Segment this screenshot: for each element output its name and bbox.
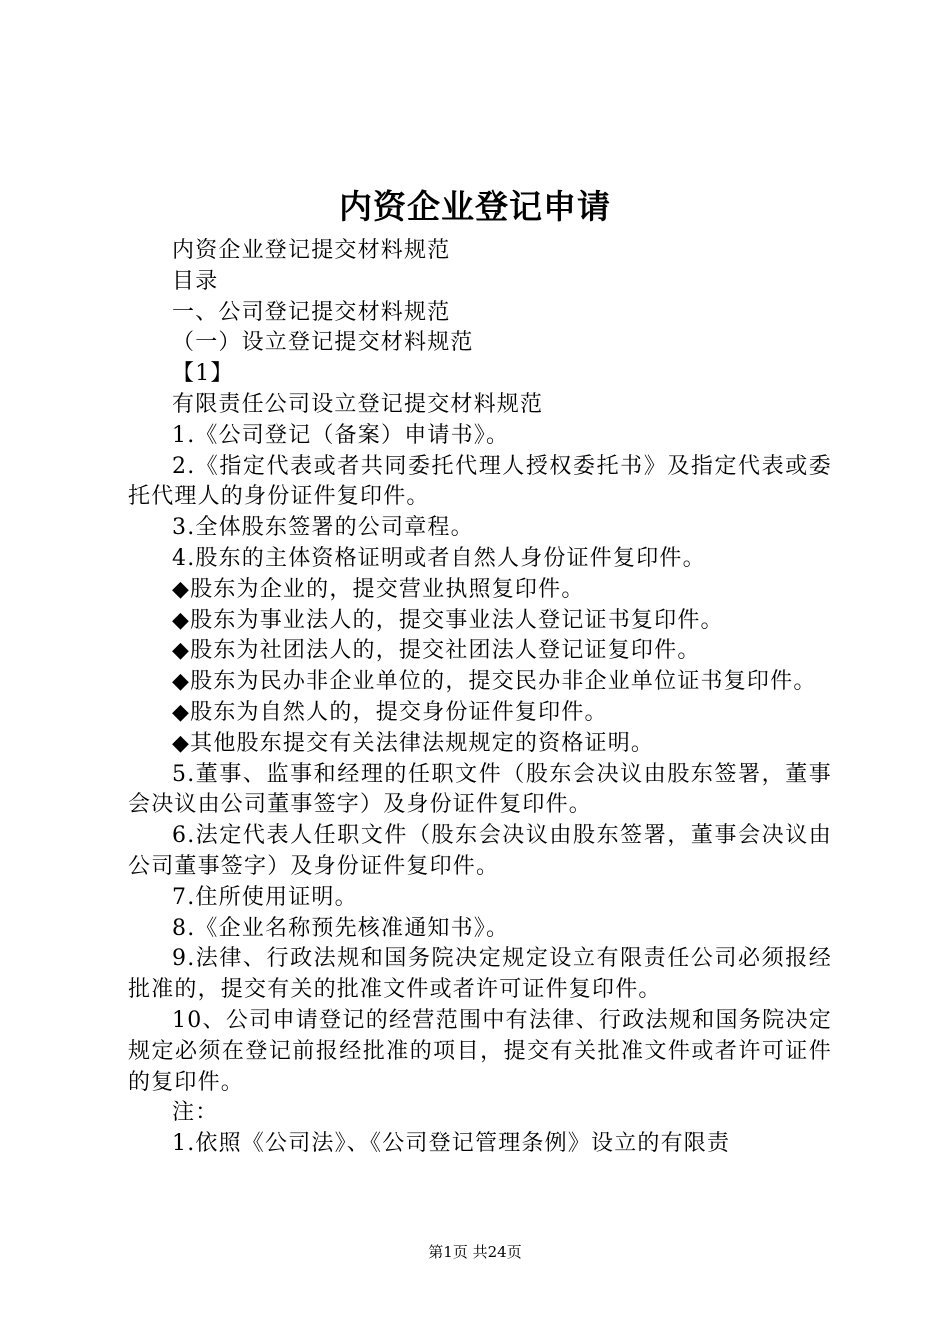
- paragraph: 【1】: [172, 361, 234, 387]
- paragraph: 8.《企业名称预先核准通知书》。: [172, 915, 510, 941]
- paragraph: 一、公司登记提交材料规范: [172, 299, 451, 325]
- paragraph: 2.《指定代表或者共同委托代理人授权委托书》及指定代表或委托代理人的身份证件复印件。: [128, 453, 832, 510]
- paragraph: 3.全体股东签署的公司章程。: [172, 515, 474, 541]
- page-footer: 第1页 共24页: [428, 1243, 522, 1261]
- paragraph: 7.住所使用证明。: [172, 884, 358, 910]
- paragraph: 目录: [172, 268, 219, 294]
- paragraph: ◆股东为自然人的，提交身份证件复印件。: [172, 699, 608, 725]
- paragraph: 有限责任公司设立登记提交材料规范: [172, 391, 544, 417]
- paragraph: ◆股东为社团法人的，提交社团法人登记证复印件。: [172, 638, 701, 664]
- paragraph: 内资企业登记提交材料规范: [172, 238, 451, 263]
- document-body: [128, 236, 832, 1160]
- paragraph: 10、公司申请登记的经营范围中有法律、行政法规和国务院决定规定必须在登记前报经批准的项目，提交有关批准文件或者许可证件的复印件。: [128, 1007, 832, 1095]
- paragraph: 5.董事、监事和经理的任职文件（股东会决议由股东签署，董事会决议由公司董事签字）及身份证件复印件。: [128, 761, 832, 818]
- paragraph: ◆股东为民办非企业单位的，提交民办非企业单位证书复印件。: [172, 669, 817, 695]
- paragraph: 注：: [172, 1100, 219, 1126]
- paragraph: ◆其他股东提交有关法律法规规定的资格证明。: [172, 730, 655, 756]
- paragraph: 4.股东的主体资格证明或者自然人身份证件复印件。: [172, 545, 706, 571]
- paragraph: 1.依照《公司法》、《公司登记管理条例》设立的有限责: [172, 1131, 731, 1157]
- paragraph: 6.法定代表人任职文件（股东会决议由股东签署，董事会决议由公司董事签字）及身份证件复印件。: [128, 823, 832, 879]
- paragraph: 9.法律、行政法规和国务院决定规定设立有限责任公司必须报经批准的，提交有关的批准文件或者许可证件复印件。: [128, 946, 832, 1003]
- document-title: 内资企业登记申请: [339, 187, 611, 226]
- paragraph: 1.《公司登记（备案）申请书》。: [172, 422, 510, 448]
- paragraph: （一）设立登记提交材料规范: [172, 330, 474, 356]
- paragraph: ◆股东为企业的，提交营业执照复印件。: [172, 576, 585, 602]
- paragraph: ◆股东为事业法人的，提交事业法人登记证书复印件。: [172, 607, 724, 633]
